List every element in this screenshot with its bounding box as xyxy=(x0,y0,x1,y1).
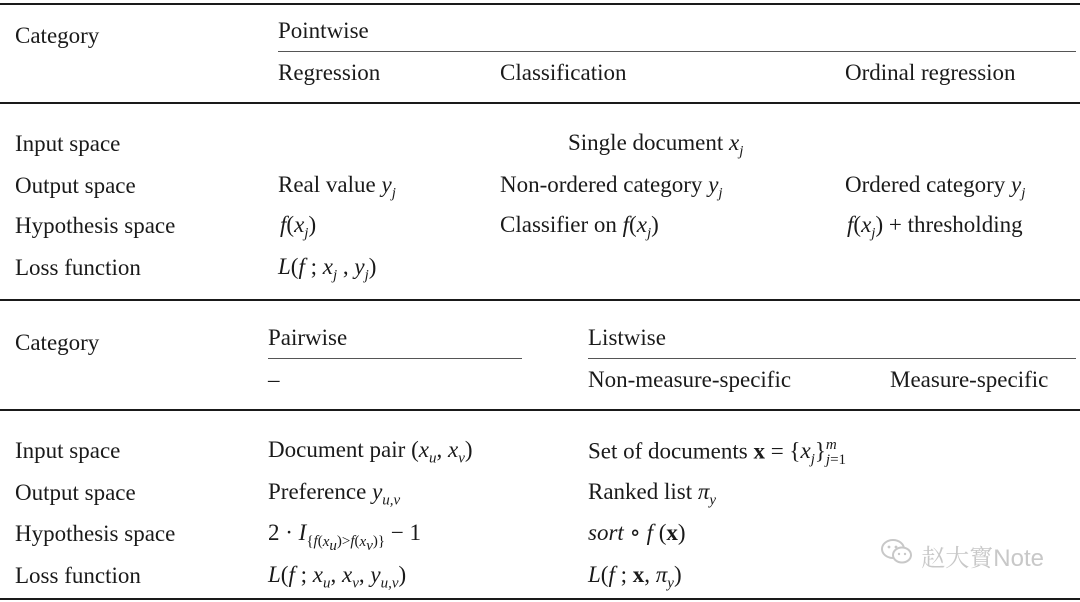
table1-category-label: Category xyxy=(15,23,100,48)
table1-bottom-rule xyxy=(0,299,1080,301)
table1-subheader-classification: Classification xyxy=(500,60,627,85)
table2-row-label-input: Input space xyxy=(15,438,121,463)
table2-loss-listwise: L(f ; x, $\pi_y$) xyxy=(588,562,682,592)
output-pairwise-text: Preference xyxy=(268,479,367,504)
table1-input-value: Single document $x_j$ xyxy=(568,130,744,160)
table1-subheader-regression: Regression xyxy=(278,60,381,85)
table2-input-listwise: Set of documents $x = \{x_j\}m$ j=1 xyxy=(588,437,847,468)
table2-listwise-underline xyxy=(588,358,1076,359)
table1-output-classification: Non-ordered category $y_j$ xyxy=(500,172,723,202)
table1-header-rule xyxy=(0,102,1080,104)
table1-hypothesis-regression: $f(x_j)$ xyxy=(280,212,317,242)
table2-row-label-hypothesis: Hypothesis space xyxy=(15,521,176,546)
table1-group-underline xyxy=(278,51,1076,52)
table1-top-rule xyxy=(0,3,1080,5)
output-listwise-text: Ranked list xyxy=(588,479,693,504)
hypothesis-ordinal-suffix: + thresholding xyxy=(888,212,1023,237)
wechat-icon xyxy=(881,538,913,573)
table2-hypothesis-pairwise: $2 \cdot I_{\{f(x_u)>f(x_v)\}} - 1$ xyxy=(268,520,422,554)
watermark-text: 赵大寳Note xyxy=(921,545,1044,572)
table1-output-regression: Real value $y_j$ xyxy=(278,172,396,202)
input-value-text: Single document xyxy=(568,130,724,155)
output-classification-text: Non-ordered category xyxy=(500,172,703,197)
table2-bottom-rule xyxy=(0,598,1080,600)
table1-row-label-output: Output space xyxy=(15,173,136,198)
table2-output-listwise: Ranked list $\pi_y$ xyxy=(588,479,717,509)
output-regression-text: Real value xyxy=(278,172,376,197)
table2-category-label: Category xyxy=(15,330,100,355)
table1-hypothesis-ordinal: $f(x_j)$ + thresholding xyxy=(847,212,1023,242)
table1-row-label-input: Input space xyxy=(15,131,121,156)
table2-pairwise-subheader: – xyxy=(268,367,280,392)
table2-row-label-loss: Loss function xyxy=(15,563,141,588)
table2-pairwise-header: Pairwise xyxy=(268,325,348,350)
input-listwise-text: Set of documents xyxy=(588,438,748,464)
table2-input-pairwise: Document pair ($x_u$, $x_v$) xyxy=(268,437,473,467)
table2-header-rule xyxy=(0,409,1080,411)
table2-listwise-header: Listwise xyxy=(588,325,666,350)
table1-hypothesis-classification: Classifier on $f(x_j)$ xyxy=(500,212,659,242)
hypothesis-classification-text: Classifier on xyxy=(500,212,617,237)
table2-hypothesis-listwise: sort ∘ f (x) xyxy=(588,520,686,545)
output-ordinal-text: Ordered category xyxy=(845,172,1006,197)
table2-loss-pairwise: L(f ; $x_u$, $x_v$, $y_{u,v}$) xyxy=(268,562,407,592)
table2-row-label-output: Output space xyxy=(15,480,136,505)
hypothesis-sort-text: sort xyxy=(588,520,624,545)
table1-output-ordinal: Ordered category $y_j$ xyxy=(845,172,1026,202)
table2-subheader-measure: Measure-specific xyxy=(890,367,1049,392)
input-pairwise-text: Document pair xyxy=(268,437,406,462)
watermark xyxy=(881,538,1044,573)
table2-subheader-nonmeasure: Non-measure-specific xyxy=(588,367,792,392)
table2-pairwise-underline xyxy=(268,358,522,359)
table1-row-label-loss: Loss function xyxy=(15,255,141,280)
table1-row-label-hypothesis: Hypothesis space xyxy=(15,213,176,238)
table1-loss-regression: L(f ; $x_j$ , $y_j$) xyxy=(278,254,377,284)
table1-pointwise-header: Pointwise xyxy=(278,18,369,43)
table2-output-pairwise: Preference $y_{u,v}$ xyxy=(268,479,401,509)
table1-subheader-ordinal: Ordinal regression xyxy=(845,60,1016,85)
